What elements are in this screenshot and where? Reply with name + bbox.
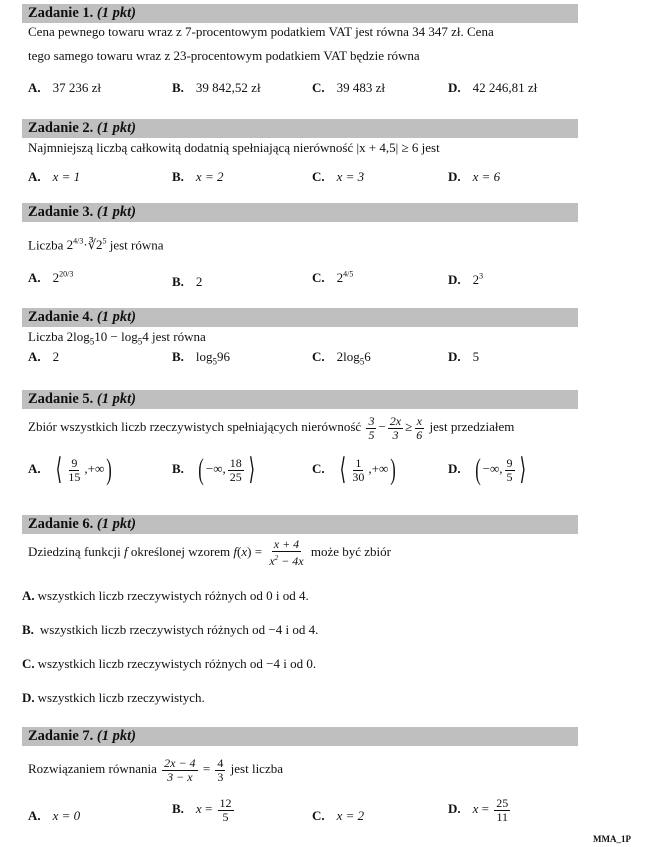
task-3-expression: $2^{4/3}\cdot∛2^5$ [66,237,107,253]
task-1-option-d[interactable]: D. 42 246,81 zł [448,80,538,95]
task-5-header [22,390,578,409]
task-7-option-a[interactable]: A. x = 0 [28,808,81,823]
task-7-option-c[interactable]: C. x = 2 [312,808,365,823]
task-6-option-d[interactable]: D. wszystkich liczb rzeczywistych. [22,690,205,705]
task-2-inequality: |x + 4,5| ≥ 6 [356,140,419,155]
task-1-line-2: tego samego towaru wraz z 23-procentowym podatkiem VAT będzie równa [28,48,420,63]
task-5-label: Zadanie 5. [28,391,94,407]
task-2-option-a[interactable]: A. x = 1 [28,169,81,184]
task-4-option-b[interactable]: B. $\log_596$ [172,349,231,367]
task-4-header [22,308,578,327]
task-7-points: (1 pkt) [96,728,136,744]
task-6-line-1: Dziedziną funkcji f określonej wzorem f(x) = $\frac{x + 4}{x^2 - 4x}$ może być zbiór [28,537,391,569]
task-6-option-b[interactable]: B. wszystkich liczb rzeczywistych różnych od −4 i od 4. [22,622,319,637]
task-3-option-d[interactable]: D. $2^3$ [448,272,484,288]
task-1-option-c[interactable]: C. 39 483 zł [312,80,386,95]
task-7-header [22,727,578,746]
task-2-option-c[interactable]: C. x = 3 [312,169,365,184]
task-5-option-c[interactable]: C. ⟨ $\frac{1}{30}$ ,+∞) [312,453,396,486]
task-3-option-a[interactable]: A. $2^{20/3}$ [28,270,74,286]
task-7-option-b[interactable]: B. x = $\frac{12}{5}$ [172,796,232,824]
task-3-option-c[interactable]: C. $2^{4/5}$ [312,270,354,286]
task-6-option-a[interactable]: A. wszystkich liczb rzeczywistych różnych od 0 i od 4. [22,588,309,603]
task-2-option-d[interactable]: D. x = 6 [448,169,501,184]
task-1-label: Zadanie 1. [28,5,94,21]
task-4-option-d[interactable]: D. 5 [448,349,480,364]
task-6-header [22,515,578,534]
task-3-label: Zadanie 3. [28,204,94,220]
task-4-option-c[interactable]: C. $2\log_56$ [312,349,371,367]
task-1-points: (1 pkt) [96,5,136,21]
task-3-line-1: Liczba $2^{4/3}\cdot∛2^5$ jest równa [28,237,164,253]
task-4-line-1: Liczba $2\log_510 - \log_54$ jest równa [28,329,206,347]
task-2-label: Zadanie 2. [28,120,94,136]
task-2-points: (1 pkt) [96,120,136,136]
task-5-option-a[interactable]: A. ⟨ $\frac{9}{15}$ ,+∞) [28,453,112,486]
task-5-inequality: $\frac{3}{5}$ [368,413,375,442]
task-4-expression: $2\log_510 - \log_54$ [66,329,149,347]
task-6-option-c[interactable]: C. wszystkich liczb rzeczywistych różnych od −4 i od 0. [22,656,317,671]
task-5-line-1: Zbiór wszystkich liczb rzeczywistych spełniających nierówność $\frac{3}{5}$ − $\frac{2x}{3}$ ≥ $\frac{x}{6}$ jest przedziałem [28,413,515,442]
task-5-option-b[interactable]: B. ( −∞, $\frac{18}{25}$ ⟩ [172,453,255,486]
task-1-line-1: Cena pewnego towaru wraz z 7-procentowym podatkiem VAT jest równa 34 347 zł. Cena [28,24,494,39]
task-7-equation: $\frac{2x - 4}{3 - x}$ = $\frac{4}{3}$ [164,755,224,784]
task-5-option-d[interactable]: D. ( −∞, $\frac{9}{5}$ ⟩ [448,453,526,486]
page-footer-code: MMA_1P [593,834,631,844]
task-7-line-1: Rozwiązaniem równania $\frac{2x - 4}{3 - x}$ = $\frac{4}{3}$ jest liczba [28,755,283,784]
task-6-points: (1 pkt) [96,516,136,532]
task-2-line-1: Najmniejszą liczbą całkowitą dodatnią spełniającą nierówność |x + 4,5| ≥ 6 jest [28,140,440,155]
task-1-option-a[interactable]: A. 37 236 zł [28,80,102,95]
task-6-formula: f(x) = $\frac{x + 4}{x^2 - 4x}$ [233,537,304,569]
task-5-points: (1 pkt) [96,391,136,407]
task-7-option-d[interactable]: D. x = $\frac{25}{11}$ [448,796,509,824]
task-1-option-b[interactable]: B. 39 842,52 zł [172,80,261,95]
task-2-header [22,119,578,138]
task-1-header [22,4,578,23]
task-4-points: (1 pkt) [96,309,136,325]
task-6-label: Zadanie 6. [28,516,94,532]
task-4-label: Zadanie 4. [28,309,94,325]
task-3-option-b[interactable]: B. 2 [172,274,203,289]
task-3-header [22,203,578,222]
task-3-points: (1 pkt) [96,204,136,220]
task-4-option-a[interactable]: A. 2 [28,349,60,364]
task-2-option-b[interactable]: B. x = 2 [172,169,224,184]
task-7-label: Zadanie 7. [28,728,94,744]
